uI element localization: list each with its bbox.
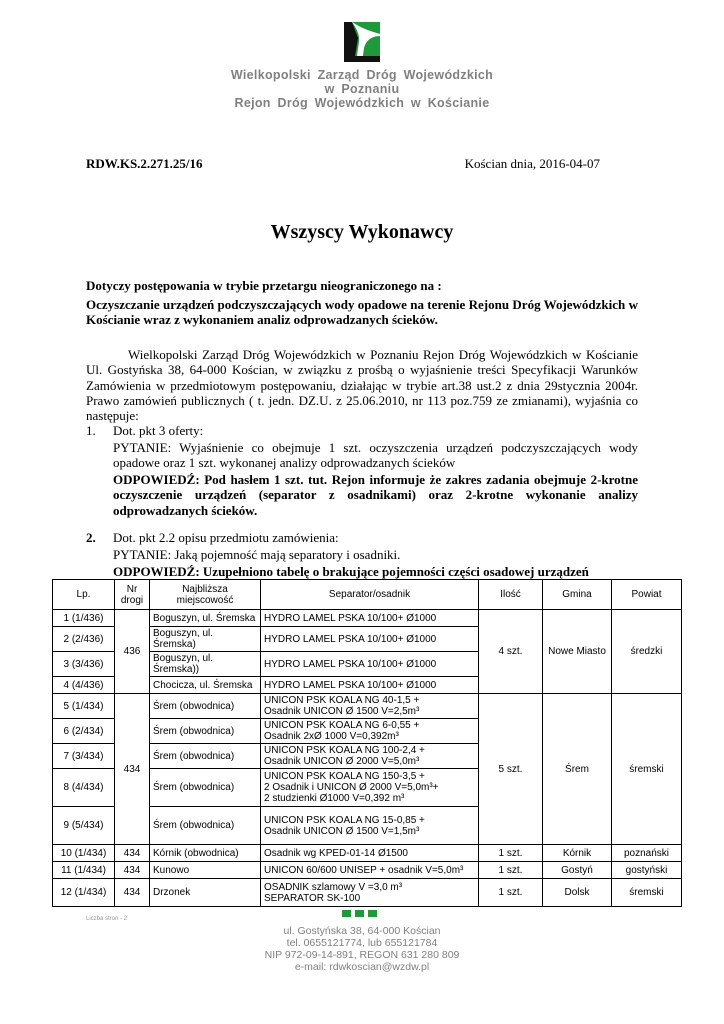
column-header-powiat: Powiat bbox=[612, 580, 682, 610]
item-heading: Dot. pkt 2.2 opisu przedmiotu zamówienia: bbox=[113, 530, 339, 545]
table-row bbox=[53, 845, 682, 862]
item-number: 2. bbox=[86, 530, 96, 545]
separator-line: UNICON PSK KOALA NG 15-0,85 + bbox=[264, 814, 425, 826]
separator-line: Osadnik UNICON Ø 1500 V=2,5m³ bbox=[264, 706, 420, 717]
separator-line: Osadnik UNICON Ø 2000 V=5,0m³ bbox=[264, 756, 420, 767]
cell-powiat: średzki bbox=[612, 610, 682, 694]
separator-line: HYDRO LAMEL PSKA 10/100+ Ø1000 bbox=[264, 658, 437, 670]
cell-place: Śrem (obwodnica) bbox=[150, 769, 261, 807]
item-question: PYTANIE: Jaką pojemność mają separatory i osadniki. bbox=[113, 547, 401, 562]
separator-line: Osadnik wg KPED-01-14 Ø1500 bbox=[264, 847, 408, 859]
cell-lp: 5 (1/434) bbox=[53, 694, 115, 719]
column-header-place: Najbliższa miejscowość bbox=[150, 580, 261, 610]
cell-lp: 12 (1/434) bbox=[53, 879, 115, 907]
cell-separator bbox=[261, 627, 479, 652]
column-header-quantity: Ilość bbox=[479, 580, 543, 610]
cell-place: Śrem (obwodnica) bbox=[150, 719, 261, 744]
cell-separator bbox=[261, 769, 479, 807]
separator-line: Osadnik 2xØ 1000 V=0,392m³ bbox=[264, 731, 399, 742]
cell-separator bbox=[261, 862, 479, 879]
cell-powiat: śremski bbox=[612, 694, 682, 845]
item-number: 1. bbox=[86, 423, 96, 438]
separator-line: HYDRO LAMEL PSKA 10/100+ Ø1000 bbox=[264, 612, 437, 624]
separator-line: UNICON PSK KOALA NG 100-2,4 + bbox=[264, 745, 425, 756]
cell-place: Kunowo bbox=[150, 862, 261, 879]
cell-quantity: 1 szt. bbox=[479, 879, 543, 907]
cell-separator bbox=[261, 610, 479, 627]
cell-gmina: Gostyń bbox=[543, 862, 612, 879]
cell-place: Chocicza, ul. Śremska bbox=[150, 677, 261, 694]
header-line-organization: Wielkopolski Zarząd Dróg Wojewódzkich bbox=[230, 68, 494, 82]
separator-line: HYDRO LAMEL PSKA 10/100+ Ø1000 bbox=[264, 679, 437, 691]
cell-separator bbox=[261, 694, 479, 719]
cell-road: 434 bbox=[115, 694, 150, 845]
cell-lp: 3 (3/436) bbox=[53, 652, 115, 677]
cell-lp: 6 (2/434) bbox=[53, 719, 115, 744]
cell-lp: 2 (2/436) bbox=[53, 627, 115, 652]
footer-email: e-mail: rdwkoscian@wzdw.pl bbox=[294, 961, 430, 973]
cell-gmina: Kórnik bbox=[543, 845, 612, 862]
footer-phone: tel. 0655121774, lub 655121784 bbox=[286, 937, 438, 949]
cell-separator bbox=[261, 719, 479, 744]
intro-paragraph: Wielkopolski Zarząd Dróg Wojewódzkich w Poznaniu Rejon Dróg Wojewódzkich w Kościanie Ul. Gostyńska 38, 64-000 Kościan, w związku z prośbą o wyjaśnienie treści Specyfikacji Warunków Zamówienia w przedmiotowym postępowaniu, działając w trybie art.38 ust.2 z dnia 29stycznia 2004r. Prawo zamówień publicznych ( t. jedn. DZ.U. z 25.06.2010, nr 113 poz.759 ze zmianami), wyjaśnia co następuje: bbox=[86, 347, 638, 424]
cell-place: Śrem (obwodnica) bbox=[150, 807, 261, 845]
cell-place: Drzonek bbox=[150, 879, 261, 907]
item-answer: ODPOWIEDŹ: Uzupełniono tabelę o brakujące pojemności części osadowej urządzeń bbox=[113, 564, 589, 579]
item-question: PYTANIE: Wyjaśnienie co obejmuje 1 szt. oczyszczenia urządzeń podczyszczających wody opadowe oraz 1 szt. wykonanej analizy odprowadzanych ścieków bbox=[113, 440, 638, 471]
cell-place: Boguszyn, ul. Śremska bbox=[150, 610, 261, 627]
separator-line: SEPARATOR SK-100 bbox=[264, 892, 361, 904]
separator-line: UNICON PSK KOALA NG 150-3,5 + bbox=[264, 771, 425, 782]
table-row bbox=[53, 879, 682, 907]
table-row bbox=[53, 694, 682, 719]
table-row bbox=[53, 862, 682, 879]
cell-separator bbox=[261, 744, 479, 769]
cell-place: Boguszyn, ul. Śremska) bbox=[150, 627, 261, 652]
cell-gmina: Śrem bbox=[543, 694, 612, 845]
footer-decoration bbox=[342, 904, 381, 912]
cell-place: Śrem (obwodnica) bbox=[150, 694, 261, 719]
column-header-separator: Separator/osadnik bbox=[261, 580, 479, 610]
cell-road: 436 bbox=[115, 610, 150, 694]
cell-separator bbox=[261, 879, 479, 907]
cell-gmina: Nowe Miasto bbox=[543, 610, 612, 694]
cell-lp: 4 (4/436) bbox=[53, 677, 115, 694]
cell-road: 434 bbox=[115, 845, 150, 862]
cell-lp: 10 (1/434) bbox=[53, 845, 115, 862]
wzdw-logo bbox=[344, 22, 380, 62]
separator-line: UNICON PSK KOALA NG 6-0,55 + bbox=[264, 720, 420, 731]
cell-powiat: śremski bbox=[612, 879, 682, 907]
separator-line: UNICON 60/600 UNISEP + osadnik V=5,0m³ bbox=[264, 864, 464, 876]
table-header-row bbox=[53, 580, 682, 610]
cell-powiat: poznański bbox=[612, 845, 682, 862]
subject-text: Oczyszczanie urządzeń podczyszczających wody opadowe na terenie Rejonu Dróg Wojewódzkich w Kościanie wraz z wykonaniem analiz odprowadzanych ścieków. bbox=[86, 297, 638, 328]
separator-line: 2 Osadnik i UNICON Ø 2000 V=5,0m³+ bbox=[264, 782, 439, 793]
cell-place: Boguszyn, ul. Śremska)) bbox=[150, 652, 261, 677]
separator-line: OSADNIK szlamowy V =3,0 m³ bbox=[264, 881, 403, 893]
footer-address: ul. Gostyńska 38, 64-000 Kościan bbox=[283, 925, 441, 937]
cell-lp: 11 (1/434) bbox=[53, 862, 115, 879]
table-row bbox=[53, 610, 682, 627]
letter-date: Kościan dnia, 2016-04-07 bbox=[464, 156, 600, 171]
cell-quantity: 1 szt. bbox=[479, 862, 543, 879]
cell-separator bbox=[261, 677, 479, 694]
column-header-road: Nr drogi bbox=[115, 580, 150, 610]
column-header-lp: Lp. bbox=[53, 580, 115, 610]
cell-quantity: 1 szt. bbox=[479, 845, 543, 862]
header-line-city: w Poznaniu bbox=[324, 82, 400, 96]
cell-lp: 8 (4/434) bbox=[53, 769, 115, 807]
column-header-gmina: Gmina bbox=[543, 580, 612, 610]
capacity-table bbox=[52, 579, 682, 907]
cell-lp: 9 (5/434) bbox=[53, 807, 115, 845]
cell-powiat: gostyński bbox=[612, 862, 682, 879]
separator-line: Osadnik UNICON Ø 1500 V=1,5m³ bbox=[264, 825, 420, 837]
cell-road: 434 bbox=[115, 879, 150, 907]
cell-lp: 7 (3/434) bbox=[53, 744, 115, 769]
cell-road: 434 bbox=[115, 862, 150, 879]
cell-separator bbox=[261, 807, 479, 845]
cell-quantity: 5 szt. bbox=[479, 694, 543, 845]
cell-separator bbox=[261, 652, 479, 677]
item-answer: ODPOWIEDŹ: Pod hasłem 1 szt. tut. Rejon informuje że zakres zadania obejmuje 2-krotne oczyszczenie urządzeń (separator z osadnikami) oraz 2-krotne wykonanie analizy odprowadzanych ścieków. bbox=[113, 472, 638, 518]
item-heading: Dot. pkt 3 oferty: bbox=[113, 423, 204, 438]
cell-gmina: Dolsk bbox=[543, 879, 612, 907]
header-line-region: Rejon Dróg Wojewódzkich w Kościanie bbox=[234, 96, 490, 110]
subject-label: Dotyczy postępowania w trybie przetargu nieograniczonego na : bbox=[86, 278, 442, 293]
cell-lp: 1 (1/436) bbox=[53, 610, 115, 627]
page-title: Wszyscy Wykonawcy bbox=[270, 221, 454, 243]
cell-quantity: 4 szt. bbox=[479, 610, 543, 694]
page-count: Liczba stron - 2 bbox=[86, 916, 128, 922]
footer-nip-regon: NIP 972-09-14-891, REGON 631 280 809 bbox=[264, 949, 460, 961]
separator-line: HYDRO LAMEL PSKA 10/100+ Ø1000 bbox=[264, 633, 437, 645]
separator-line: 2 studzienki Ø1000 V=0,392 m³ bbox=[264, 793, 405, 804]
cell-separator bbox=[261, 845, 479, 862]
cell-place: Kórnik (obwodnica) bbox=[150, 845, 261, 862]
separator-line: UNICON PSK KOALA NG 40-1,5 + bbox=[264, 695, 420, 706]
cell-place: Śrem (obwodnica) bbox=[150, 744, 261, 769]
reference-number: RDW.KS.2.271.25/16 bbox=[86, 156, 203, 171]
